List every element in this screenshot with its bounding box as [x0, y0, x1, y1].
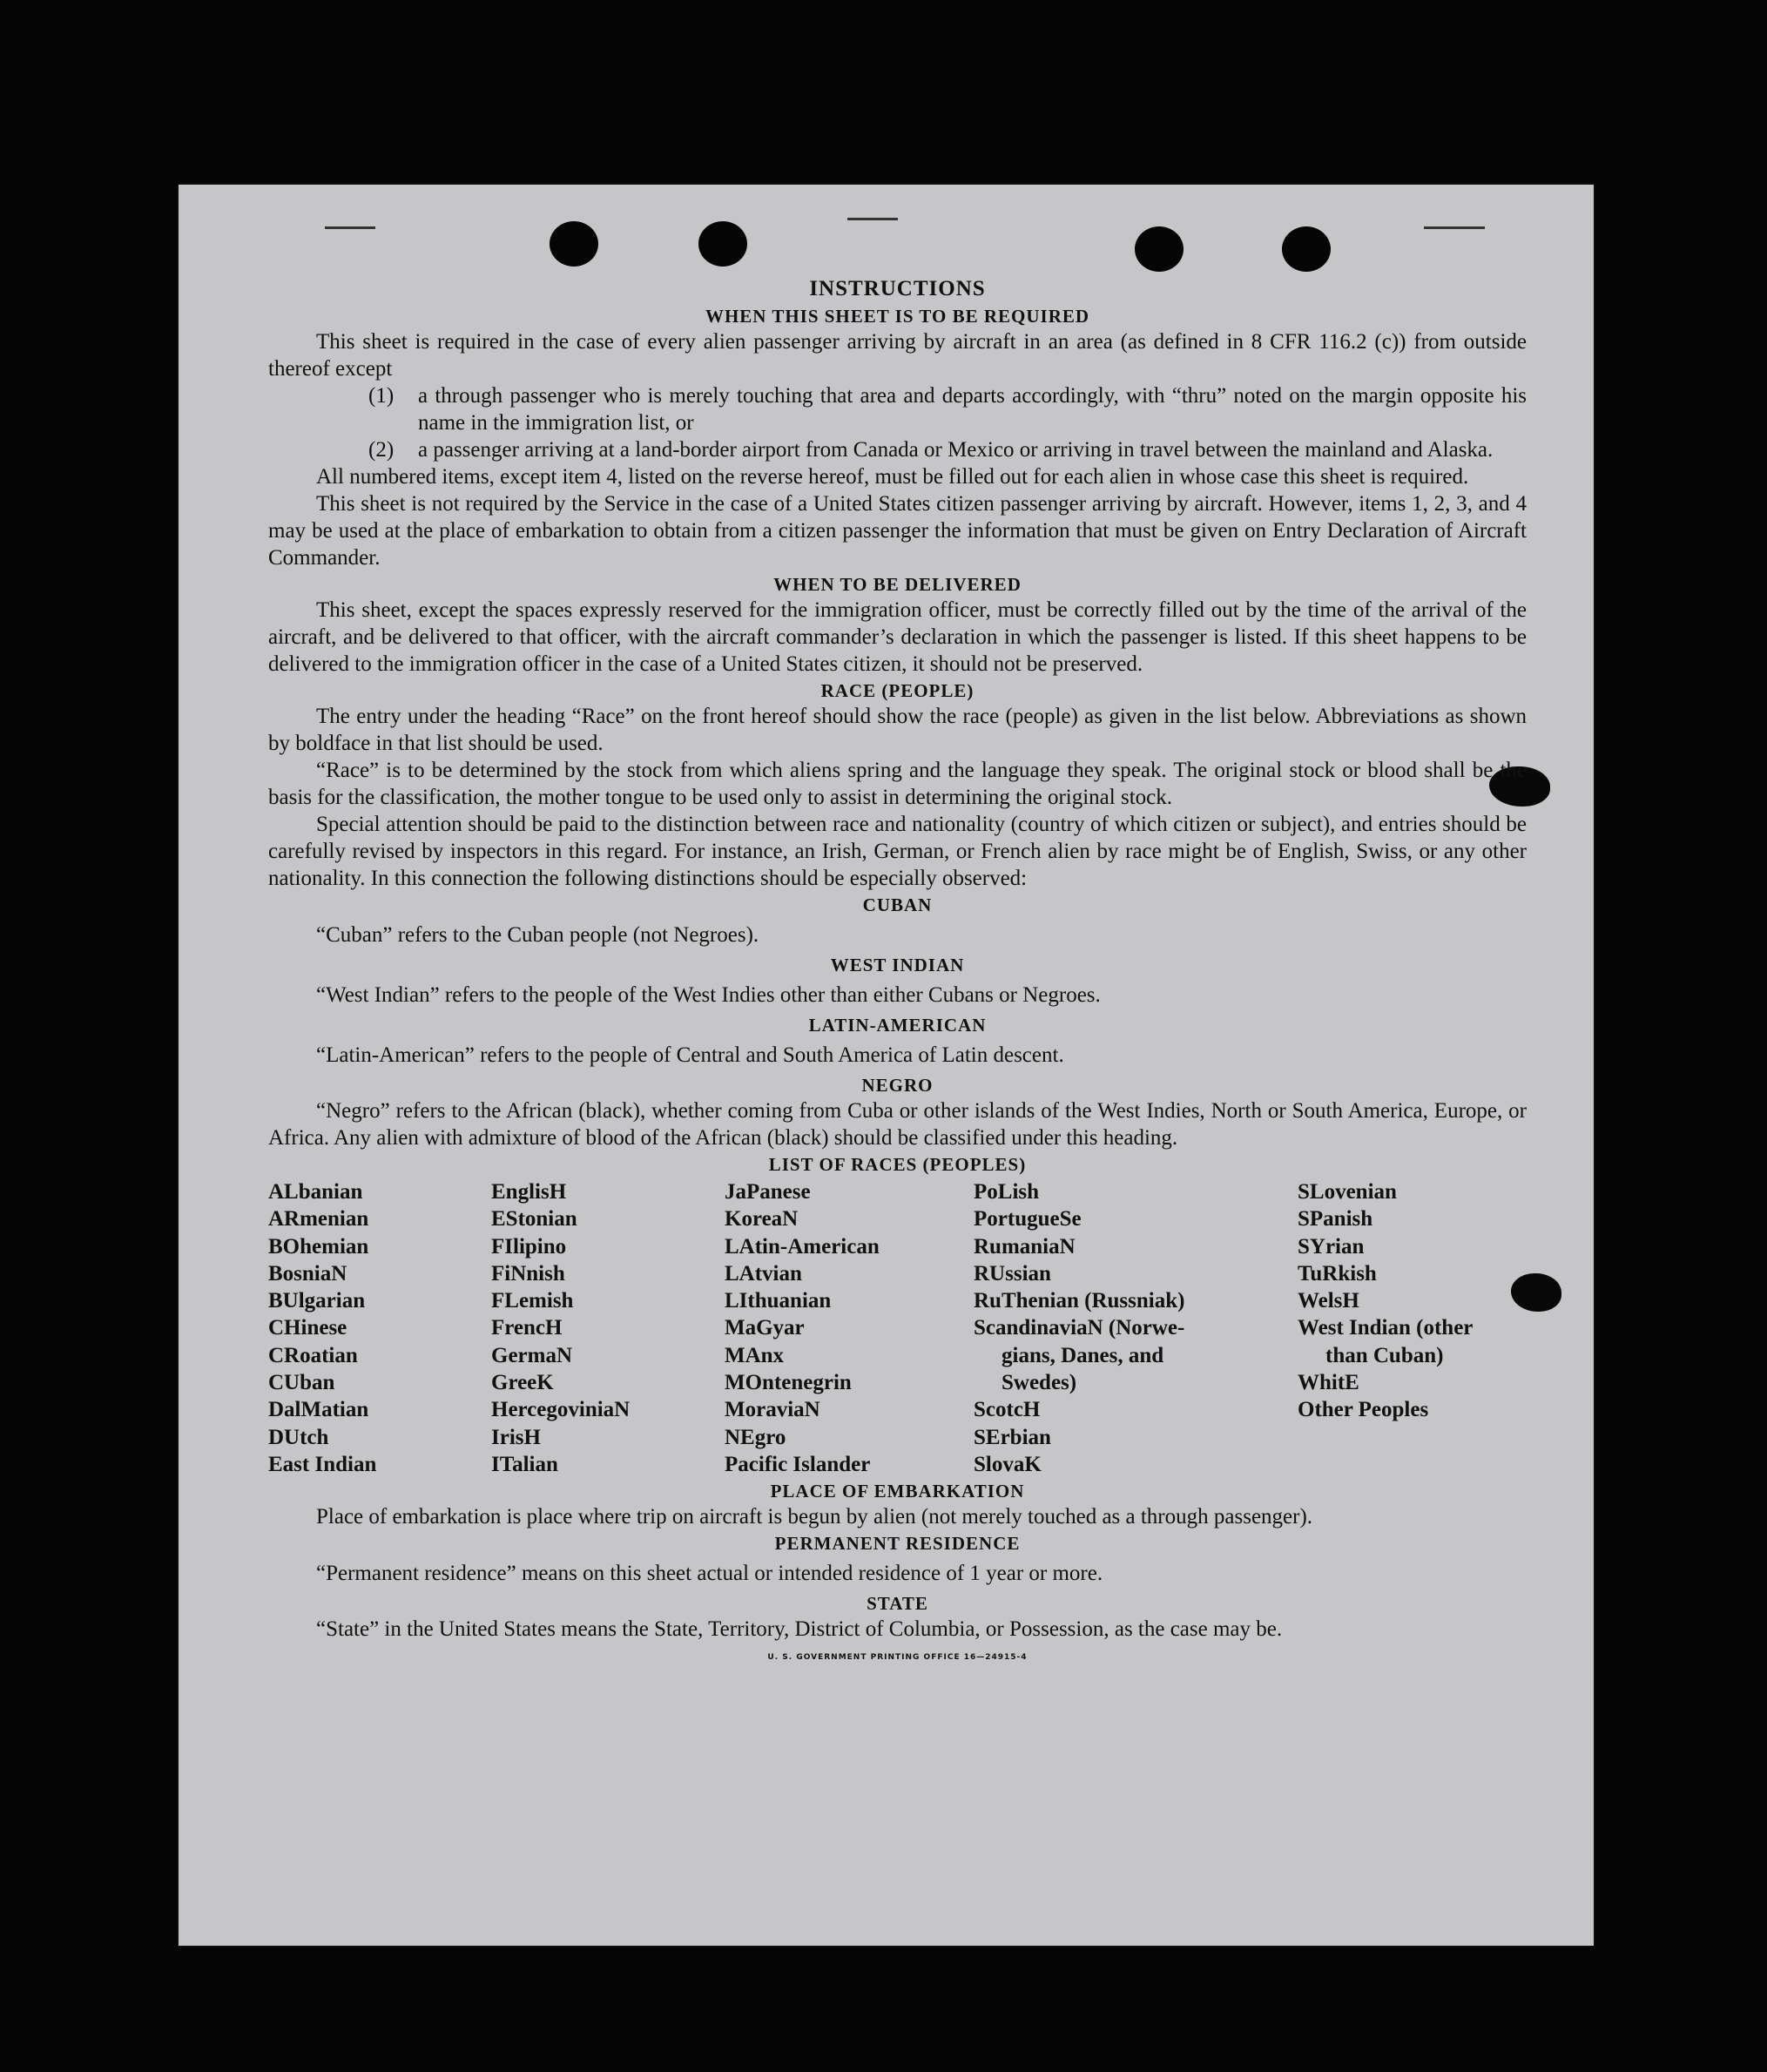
punch-hole [550, 221, 598, 267]
race-item: ScandinaviaN (Norwe- [974, 1316, 1185, 1340]
page-title: INSTRUCTIONS [809, 277, 986, 300]
race-column-2 [491, 1178, 725, 1478]
race-item: SlovaK [974, 1452, 1042, 1476]
paragraph: This sheet is not required by the Service in the case of a United States citizen passenger arriving by aircraft. However, items 1, 2, 3, and 4 may be used at the place of embarkation to obtain from a citizen passenger the information that must be given on Entry Declaration of Aircraft Commander. [268, 492, 1527, 570]
race-item: RUssian [974, 1261, 1051, 1286]
paragraph: “Cuban” refers to the Cuban people (not Negroes). [316, 923, 759, 947]
paragraph: “Permanent residence” means on this sheet actual or intended residence of 1 year or more. [316, 1562, 1103, 1586]
race-item: than Cuban) [1325, 1343, 1444, 1367]
paragraph: All numbered items, except item 4, listed on the reverse hereof, must be filled out for each alien in whose case this sheet is required. [316, 465, 1469, 489]
race-item: MaGyar [725, 1316, 805, 1340]
paragraph: “Negro” refers to the African (black), whether coming from Cuba or other islands of the West Indies, North or South America, Europe, or Africa. Any alien with admixture of blood of the African (black) should be classified under this heading. [268, 1099, 1527, 1150]
race-item: EStonian [491, 1207, 577, 1232]
race-item: KoreaN [725, 1207, 799, 1232]
race-item: WhitE [1298, 1371, 1359, 1395]
item-text: a through passenger who is merely touching that area and departs accordingly, with “thru” noted on the margin opposite his name in the immigration list, or [418, 384, 1527, 435]
punch-hole [698, 221, 747, 267]
paragraph: Place of embarkation is place where trip on aircraft is begun by alien (not merely touched as a through passenger). [316, 1505, 1313, 1529]
race-item: RuThenian (Russniak) [974, 1289, 1185, 1313]
race-item: LIthuanian [725, 1289, 832, 1313]
section-heading-embarkation: PLACE OF EMBARKATION [770, 1481, 1025, 1502]
margin-mark [325, 226, 375, 229]
race-item: DUtch [268, 1425, 329, 1449]
punch-hole [1282, 226, 1331, 272]
race-item: NEgro [725, 1425, 786, 1449]
race-item: TuRkish [1298, 1261, 1377, 1286]
race-item: LAtin-American [725, 1234, 880, 1259]
paragraph: “Race” is to be determined by the stock from which aliens spring and the language they speak. The original stock or blood shall be the basis for the classification, the mother tongue to be used only to assist in determining the original stock. [268, 759, 1527, 809]
punch-hole [1135, 226, 1184, 272]
race-item: Pacific Islander [725, 1452, 871, 1476]
race-item: CUban [268, 1371, 335, 1395]
race-item: WelsH [1298, 1289, 1359, 1313]
race-item: GreeK [491, 1371, 554, 1395]
paragraph: The entry under the heading “Race” on the front hereof should show the race (people) as given in the list below. Abbreviations as shown by boldface in that list should be used. [268, 705, 1527, 755]
race-column-4 [974, 1178, 1298, 1478]
printing-office-footer: U. S. GOVERNMENT PRINTING OFFICE 16—24915-4 [767, 1653, 1028, 1663]
item-number: (2) [368, 438, 395, 462]
race-item: MoraviaN [725, 1398, 820, 1422]
race-column-3 [725, 1178, 974, 1478]
race-item: HercegoviniaN [491, 1398, 631, 1422]
item-text: a passenger arriving at a land-border airport from Canada or Mexico or arriving in travel between the mainland and Alaska. [418, 438, 1494, 462]
section-heading-when-required: WHEN THIS SHEET IS TO BE REQUIRED [705, 306, 1090, 327]
race-item: SErbian [974, 1425, 1051, 1449]
paragraph: “State” in the United States means the State, Territory, District of Columbia, or Possession, as the case may be. [316, 1617, 1283, 1642]
race-item: PoLish [974, 1180, 1040, 1204]
race-item: RumaniaN [974, 1234, 1076, 1259]
section-heading-when-delivered: WHEN TO BE DELIVERED [773, 574, 1022, 595]
race-column-1 [268, 1178, 491, 1478]
race-item: SLovenian [1298, 1180, 1397, 1204]
instructions-text [268, 275, 1527, 1671]
paragraph: “Latin-American” refers to the people of Central and South America of Latin descent. [316, 1043, 1064, 1067]
race-item: ALbanian [268, 1180, 363, 1204]
race-item: SPanish [1298, 1207, 1373, 1232]
race-item: CHinese [268, 1316, 347, 1340]
race-list [268, 1178, 1527, 1478]
race-item: IrisH [491, 1425, 541, 1449]
section-heading-cuban: CUBAN [862, 894, 933, 915]
race-column-5 [1298, 1178, 1524, 1478]
section-heading-state: STATE [867, 1593, 928, 1615]
list-item [268, 436, 1527, 463]
margin-mark [847, 218, 898, 220]
paragraph: “West Indian” refers to the people of the West Indies other than either Cubans or Negroes. [316, 983, 1101, 1007]
race-item: EnglisH [491, 1180, 567, 1204]
section-heading-list-of-races: LIST OF RACES (PEOPLES) [768, 1154, 1027, 1175]
section-heading-race: RACE (PEOPLE) [820, 680, 975, 701]
race-item: BosniaN [268, 1261, 347, 1286]
race-item: BOhemian [268, 1234, 369, 1259]
item-number: (1) [368, 384, 395, 408]
paragraph: This sheet is required in the case of every alien passenger arriving by aircraft in an area (as defined in 8 CFR 116.2 (c)) from outside thereof except [268, 330, 1527, 381]
section-heading-latin-american: LATIN-AMERICAN [808, 1015, 987, 1036]
race-item: Other Peoples [1298, 1398, 1429, 1422]
section-heading-permanent-residence: PERMANENT RESIDENCE [774, 1533, 1021, 1555]
race-item: GermaN [491, 1343, 573, 1367]
race-item: MOntenegrin [725, 1371, 852, 1395]
section-heading-negro: NEGRO [861, 1075, 934, 1096]
race-item: CRoatian [268, 1343, 358, 1367]
race-item: FLemish [491, 1289, 574, 1313]
race-item: West Indian (other [1298, 1316, 1474, 1340]
race-item: DalMatian [268, 1398, 369, 1422]
race-item: East Indian [268, 1452, 377, 1476]
paragraph: Special attention should be paid to the distinction between race and nationality (country of which citizen or subject), and entries should be carefully revised by inspectors in this regard. For instance, an Irish, German, or French alien by race might be of English, Swiss, or any other nationality. In this connection the following distinctions should be especially observed: [268, 813, 1527, 890]
race-item: BUlgarian [268, 1289, 366, 1313]
race-item: MAnx [725, 1343, 785, 1367]
race-item: FiNnish [491, 1261, 565, 1286]
list-item [268, 382, 1527, 436]
form-sheet [179, 185, 1594, 1946]
race-item: Swedes) [1002, 1371, 1077, 1395]
race-item: JaPanese [725, 1180, 811, 1204]
race-item: SYrian [1298, 1234, 1365, 1259]
section-heading-west-indian: WEST INDIAN [830, 955, 965, 975]
race-item: ARmenian [268, 1207, 369, 1232]
margin-mark [1424, 226, 1485, 229]
paragraph: This sheet, except the spaces expressly reserved for the immigration officer, must be correctly filled out by the time of the arrival of the aircraft, and be delivered to that officer, with the aircraft commander’s declaration in which the passenger is listed. If this sheet happens to be delivered to the immigration officer in the case of a United States citizen, it should not be preserved. [268, 598, 1527, 676]
race-item: ScotcH [974, 1398, 1041, 1422]
race-item: LAtvian [725, 1261, 802, 1286]
race-item: FIlipino [491, 1234, 567, 1259]
race-item: PortugueSe [974, 1207, 1082, 1232]
race-item: FrencH [491, 1316, 563, 1340]
race-item: ITalian [491, 1452, 558, 1476]
race-item: gians, Danes, and [1002, 1343, 1164, 1367]
